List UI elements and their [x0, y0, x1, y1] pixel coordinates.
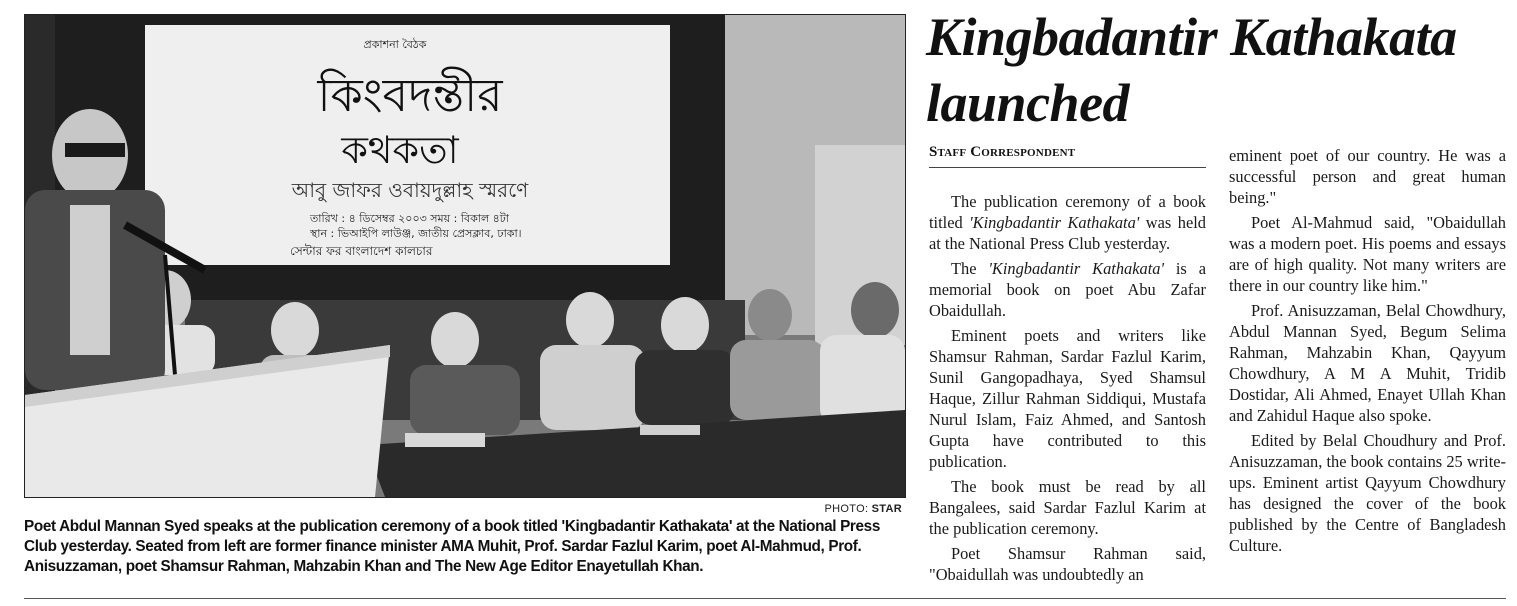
book-title: 'Kingbadantir Kathakata' — [969, 213, 1140, 232]
headline — [926, 4, 1506, 136]
article-column-1 — [929, 191, 1206, 589]
paragraph — [929, 258, 1206, 321]
headline-line-1: Kingbadantir Kathakata — [926, 7, 1457, 67]
banner-line-1: প্রকাশনা বৈঠক — [363, 38, 427, 51]
bottom-rule — [24, 598, 1506, 599]
paragraph: Edited by Belal Choudhury and Prof. Anisuzzaman, the book contains 25 write-ups. Eminent artist Qayyum Chowdhury has designed the cover of the book published by the Centre of Bangladesh Culture. — [1229, 431, 1506, 555]
banner-line-4: আবু জাফর ওবায়দুল্লাহ স্মরণে — [291, 178, 529, 202]
photo-credit — [24, 503, 902, 515]
photo-caption: Poet Abdul Mannan Syed speaks at the publication ceremony of a book titled 'Kingbadantir Kathakata' at the National Press Club yesterday. Seated from left are former finance minister AMA Muhit, Prof. Sardar Fazlul Karim, poet Al-Mahmud, Prof. Anisuzzaman, poet Shamsur Rahman, Mahzabin Khan and The New Age Editor Enayetullah Khan. — [24, 518, 880, 575]
paragraph — [929, 191, 1206, 254]
text-run: was held at the National Press Club yesterday. — [929, 213, 1206, 253]
paragraph: Prof. Anisuzzaman, Belal Chowdhury, Abdul Mannan Syed, Begum Selima Rahman, Mahzabin Khan, Qayyum Chowdhury, A M A Muhit, Tridib Dostidar, Ali Ahmed, Enayet Ullah Khan and Zahidul Haque also spoke. — [1229, 301, 1506, 425]
banner-line-5: তারিখ : ৪ ডিসেম্বর ২০০৩ সময় : বিকাল ৪টা — [310, 212, 509, 225]
article-column-2 — [1229, 145, 1506, 560]
text-run: is a memorial book on poet Abu Zafar Obaidullah. — [929, 259, 1206, 320]
byline: Staff Correspondent — [929, 144, 1206, 168]
headline-line-2: launched — [926, 73, 1130, 133]
paragraph: Eminent poets and writers like Shamsur Rahman, Sardar Fazlul Karim, Sunil Gangopadhaya, Syed Shamsul Haque, Zillur Rahman Siddiqui, Mustafa Nurul Islam, Faiz Ahmed, and Santosh Gupta have contributed to this publication. — [929, 326, 1206, 471]
paragraph: The book must be read by all Bangalees, said Sardar Fazlul Karim at the publication ceremony. — [929, 477, 1206, 538]
banner-line-3: কথকতা — [341, 128, 459, 172]
banner-line-7: সেন্টার ফর বাংলাদেশ কালচার — [290, 244, 433, 258]
paragraph: Poet Al-Mahmud said, "Obaidullah was a modern poet. His poems and essays are of high quality. Not many writers are there in our country like him." — [1229, 213, 1506, 295]
banner-line-6: স্থান : ভিআইপি লাউঞ্জ, জাতীয় প্রেসক্লাব, ঢাকা। — [310, 227, 522, 240]
text-run: The publication ceremony of a book titled — [929, 192, 1206, 232]
paragraph: Poet Shamsur Rahman said, "Obaidullah was undoubtedly an — [929, 544, 1206, 584]
paragraph: eminent poet of our country. He was a successful person and great human being." — [1229, 146, 1506, 207]
book-title: 'Kingbadantir Kathakata' — [988, 259, 1164, 278]
photo-credit-label: PHOTO: — [824, 503, 872, 515]
text-run: The — [951, 259, 989, 278]
photo-scene — [25, 15, 905, 497]
news-photo — [24, 14, 906, 498]
banner-line-2: কিংবদন্তীর — [317, 68, 503, 122]
photo-credit-source: STAR — [871, 503, 902, 515]
